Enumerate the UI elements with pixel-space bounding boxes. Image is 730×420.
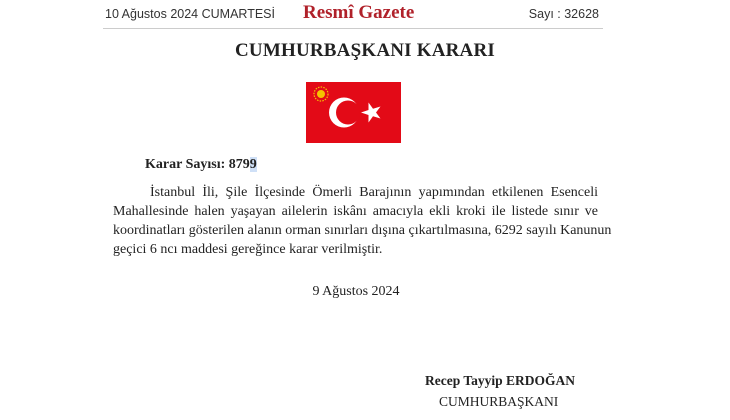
signatory-title: CUMHURBAŞKANI [439,394,559,409]
body-line: İstanbul İli, Şile İlçesinde Ömerli Barajının yapımından etkilenen Esenceli [150,185,598,200]
header-date: 10 Ağustos 2024 CUMARTESİ [105,7,275,21]
text-selection[interactable]: 9 [249,157,257,172]
turkish-flag-icon [306,82,401,143]
masthead-title: Resmî Gazete [303,2,415,23]
issue-number: Sayı : 32628 [528,7,599,21]
document-title: CUMHURBAŞKANI KARARI [235,40,495,61]
signatory-name: Recep Tayyip ERDOĞAN [425,373,576,388]
body-line: geçici 6 ncı maddesi gereğince karar verilmiştir. [113,242,383,257]
decision-date: 9 Ağustos 2024 [312,284,400,299]
body-line: Mahallesinde halen yaşayan ailelerin iskânı amacıyla ekli kroki ile listede sınır ve [113,204,598,219]
decision-number [145,157,257,173]
body-line: koordinatları gösterilen alanın orman sınırları dışına çıkartılmasına, 6292 sayılı Kanunun [113,223,612,238]
decision-body [113,183,612,259]
decision-number-text: Karar Sayısı: 879 [145,157,250,172]
header-divider [103,28,603,29]
